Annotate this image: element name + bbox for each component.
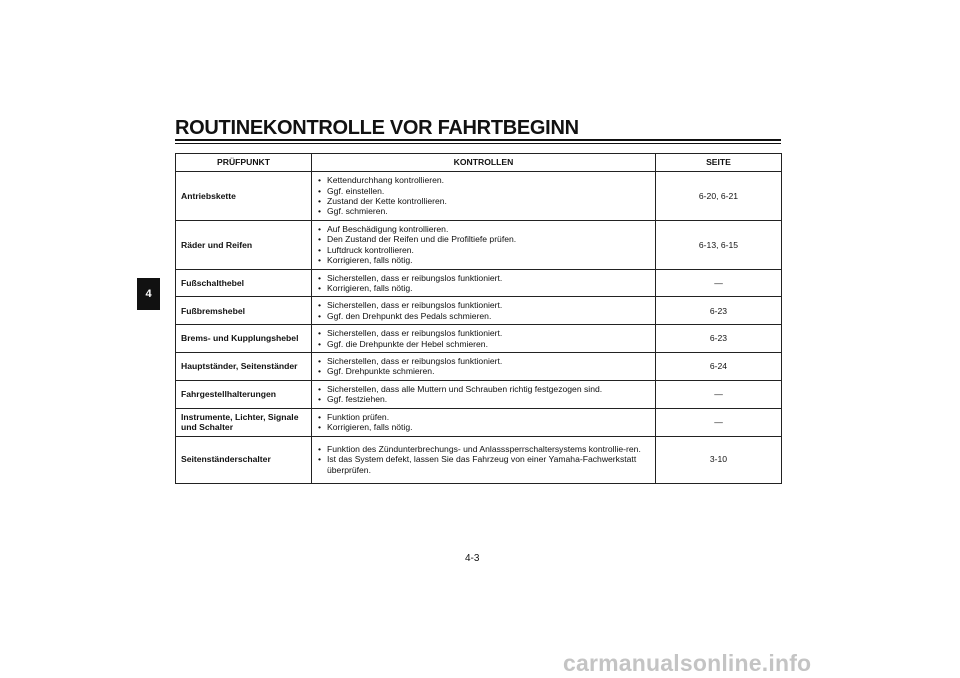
- check-item: Seitenständerschalter: [176, 436, 312, 483]
- list-item: • Funktion prüfen.: [317, 412, 651, 422]
- list-item: • Ggf. die Drehpunkte der Hebel schmieren.: [317, 339, 651, 349]
- check-item: Instrumente, Lichter, Signale und Schalter: [176, 408, 312, 436]
- chapter-tab: 4: [137, 278, 160, 310]
- list-item: • Luftdruck kontrollieren.: [317, 245, 651, 255]
- list-item: • Sicherstellen, dass er reibungslos funktioniert.: [317, 273, 651, 283]
- page-reference: 6-20, 6-21: [656, 172, 782, 221]
- list-item: • Korrigieren, falls nötig.: [317, 283, 651, 293]
- check-list: [317, 384, 651, 405]
- check-actions: [312, 221, 656, 270]
- title-rule: [175, 139, 781, 141]
- table-row: [176, 353, 782, 381]
- check-actions: [312, 269, 656, 297]
- check-item: Hauptständer, Seitenständer: [176, 353, 312, 381]
- check-list: [317, 175, 651, 217]
- check-actions: [312, 297, 656, 325]
- list-item: • Ist das System defekt, lassen Sie das Fahrzeug von einer Yamaha-Fachwerkstatt überprüfen.: [317, 454, 651, 475]
- list-item: • Sicherstellen, dass alle Muttern und Schrauben richtig festgezogen sind.: [317, 384, 651, 394]
- list-item: • Sicherstellen, dass er reibungslos funktioniert.: [317, 300, 651, 310]
- list-item: • Sicherstellen, dass er reibungslos funktioniert.: [317, 328, 651, 338]
- list-item: • Sicherstellen, dass er reibungslos funktioniert.: [317, 356, 651, 366]
- check-list: [317, 224, 651, 266]
- column-header-checks: KONTROLLEN: [312, 154, 656, 172]
- check-actions: [312, 353, 656, 381]
- page-reference: —: [656, 269, 782, 297]
- page-number: 4-3: [465, 553, 480, 564]
- table-row: [176, 408, 782, 436]
- check-list: [317, 444, 651, 475]
- page-reference: —: [656, 408, 782, 436]
- check-item: Räder und Reifen: [176, 221, 312, 270]
- column-header-item: PRÜFPUNKT: [176, 154, 312, 172]
- list-item: • Ggf. den Drehpunkt des Pedals schmieren.: [317, 311, 651, 321]
- check-item: Fußschalthebel: [176, 269, 312, 297]
- page-reference: 3-10: [656, 436, 782, 483]
- table-row: [176, 436, 782, 483]
- page-title: ROUTINEKONTROLLE VOR FAHRTBEGINN: [175, 117, 579, 139]
- check-actions: [312, 325, 656, 353]
- check-actions: [312, 408, 656, 436]
- list-item: • Ggf. einstellen.: [317, 186, 651, 196]
- check-actions: [312, 172, 656, 221]
- column-header-page: SEITE: [656, 154, 782, 172]
- check-list: [317, 356, 651, 377]
- check-list: [317, 328, 651, 349]
- title-rule-thin: [175, 143, 781, 144]
- list-item: • Ggf. festziehen.: [317, 394, 651, 404]
- check-actions: [312, 436, 656, 483]
- list-item: • Ggf. schmieren.: [317, 206, 651, 216]
- page-reference: 6-13, 6-15: [656, 221, 782, 270]
- check-item: Fahrgestellhalterungen: [176, 380, 312, 408]
- table-row: [176, 269, 782, 297]
- list-item: • Kettendurchhang kontrollieren.: [317, 175, 651, 185]
- list-item: • Korrigieren, falls nötig.: [317, 255, 651, 265]
- check-item: Antriebskette: [176, 172, 312, 221]
- table-row: [176, 325, 782, 353]
- table-row: [176, 172, 782, 221]
- watermark: carmanualsonline.info: [563, 650, 812, 676]
- check-list: [317, 300, 651, 321]
- list-item: • Funktion des Zündunterbrechungs- und Anlasssperrschaltersystems kontrollie-ren.: [317, 444, 651, 454]
- check-actions: [312, 380, 656, 408]
- check-item: Fußbremshebel: [176, 297, 312, 325]
- list-item: • Zustand der Kette kontrollieren.: [317, 196, 651, 206]
- table-row: [176, 221, 782, 270]
- page-reference: 6-24: [656, 353, 782, 381]
- check-item: Brems- und Kupplungshebel: [176, 325, 312, 353]
- check-list: [317, 412, 651, 433]
- table-header-row: [176, 154, 782, 172]
- list-item: • Den Zustand der Reifen und die Profiltiefe prüfen.: [317, 234, 651, 244]
- page-reference: —: [656, 380, 782, 408]
- page-reference: 6-23: [656, 297, 782, 325]
- page-reference: 6-23: [656, 325, 782, 353]
- list-item: • Ggf. Drehpunkte schmieren.: [317, 366, 651, 376]
- list-item: • Auf Beschädigung kontrollieren.: [317, 224, 651, 234]
- inspection-table: [175, 153, 782, 484]
- check-list: [317, 273, 651, 294]
- list-item: • Korrigieren, falls nötig.: [317, 422, 651, 432]
- table-row: [176, 297, 782, 325]
- table-row: [176, 380, 782, 408]
